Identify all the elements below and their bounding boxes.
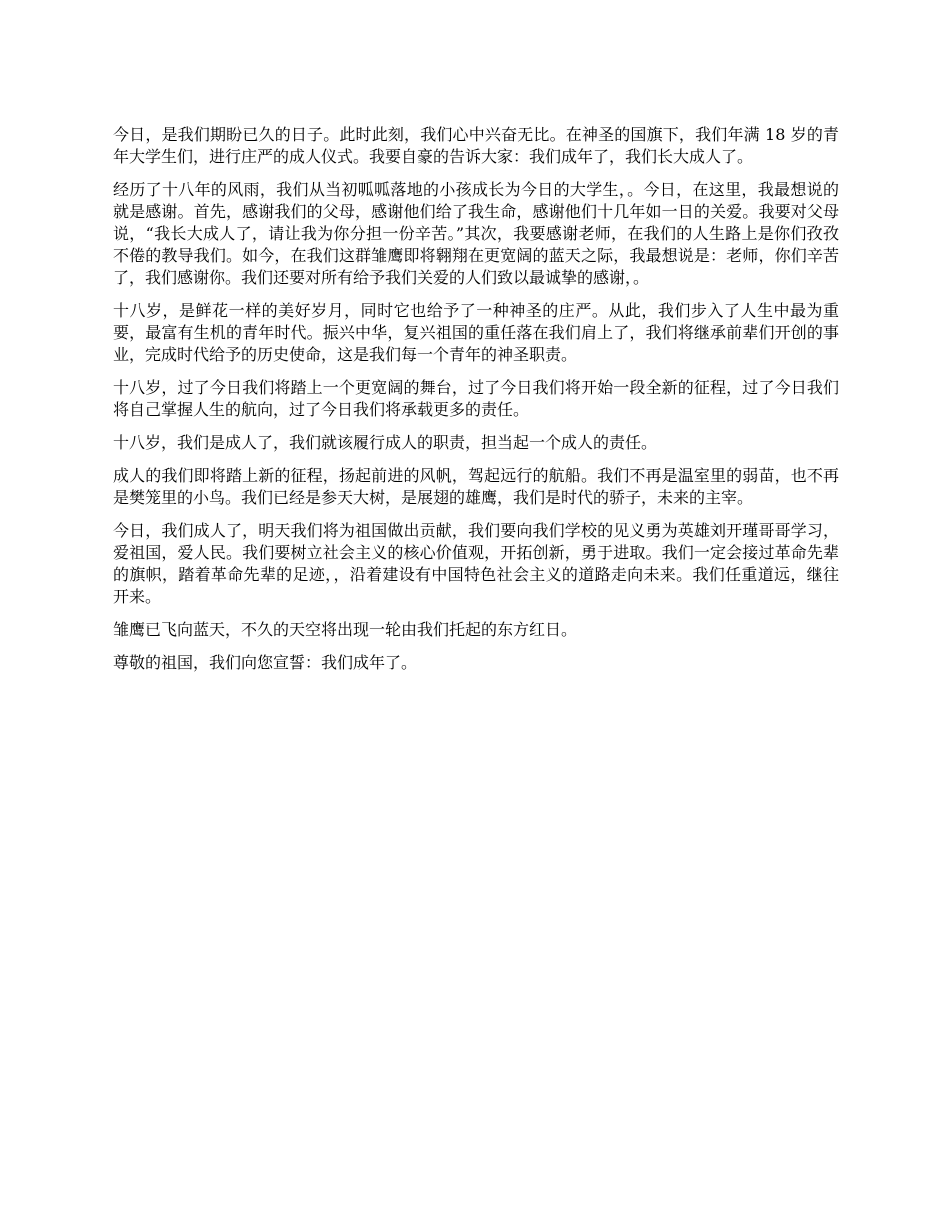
paragraph-1: 今日，是我们期盼已久的日子。此时此刻，我们心中兴奋无比。在神圣的国旗下，我们年满 18 岁的青年大学生们，进行庄严的成人仪式。我要自豪的告诉大家：我们成年了，我们长大成人了。 (113, 125, 839, 166)
paragraph-5: 十八岁，我们是成人了，我们就该履行成人的职责，担当起一个成人的责任。 (113, 433, 658, 452)
paragraph-3: 十八岁，是鲜花一样的美好岁月，同时它也给予了一种神圣的庄严。从此，我们步入了人生中最为重要，最富有生机的青年时代。振兴中华，复兴祖国的重任落在我们肩上了，我们将继承前辈们开创的事业，完成时代给予的历史使命，这是我们每一个青年的神圣职责。 (113, 301, 839, 364)
paragraph-8: 雏鹰已飞向蓝天，不久的天空将出现一轮由我们托起的东方红日。 (113, 620, 578, 639)
paragraph-7: 今日，我们成人了，明天我们将为祖国做出贡献，我们要向我们学校的见义勇为英雄刘开瑾哥哥学习，爱祖国，爱人民。我们要树立社会主义的核心价值观，开拓创新，勇于进取。我们一定会接过革命先辈的旗帜，踏着革命先辈的足迹，，沿着建设有中国特色社会主义的道路走向未来。我们任重道远，继往开来。 (113, 521, 839, 606)
document-body (113, 124, 839, 685)
paragraph-4: 十八岁，过了今日我们将踏上一个更宽阔的舞台，过了今日我们将开始一段全新的征程，过了今日我们将自己掌握人生的航向，过了今日我们将承载更多的责任。 (113, 378, 839, 419)
paragraph-6: 成人的我们即将踏上新的征程，扬起前进的风帆，驾起远行的航船。我们不再是温室里的弱苗，也不再是樊笼里的小鸟。我们已经是参天大树，是展翅的雄鹰，我们是时代的骄子，未来的主宰。 (113, 466, 839, 507)
paragraph-9: 尊敬的祖国，我们向您宣誓：我们成年了。 (113, 653, 418, 672)
paragraph-2: 经历了十八年的风雨，我们从当初呱呱落地的小孩成长为今日的大学生，。今日，在这里，我最想说的就是感谢。首先，感谢我们的父母，感谢他们给了我生命，感谢他们十几年如一日的关爱。我要对父母说，“我长大成人了，请让我为你分担一份辛苦。”其次，我要感谢老师，在我们的人生路上是你们孜孜不倦的教导我们。如今，在我们这群雏鹰即将翱翔在更宽阔的蓝天之际，我最想说是：老师，你们辛苦了，我们感谢你。我们还要对所有给予我们关爱的人们致以最诚挚的感谢，。 (113, 180, 839, 287)
